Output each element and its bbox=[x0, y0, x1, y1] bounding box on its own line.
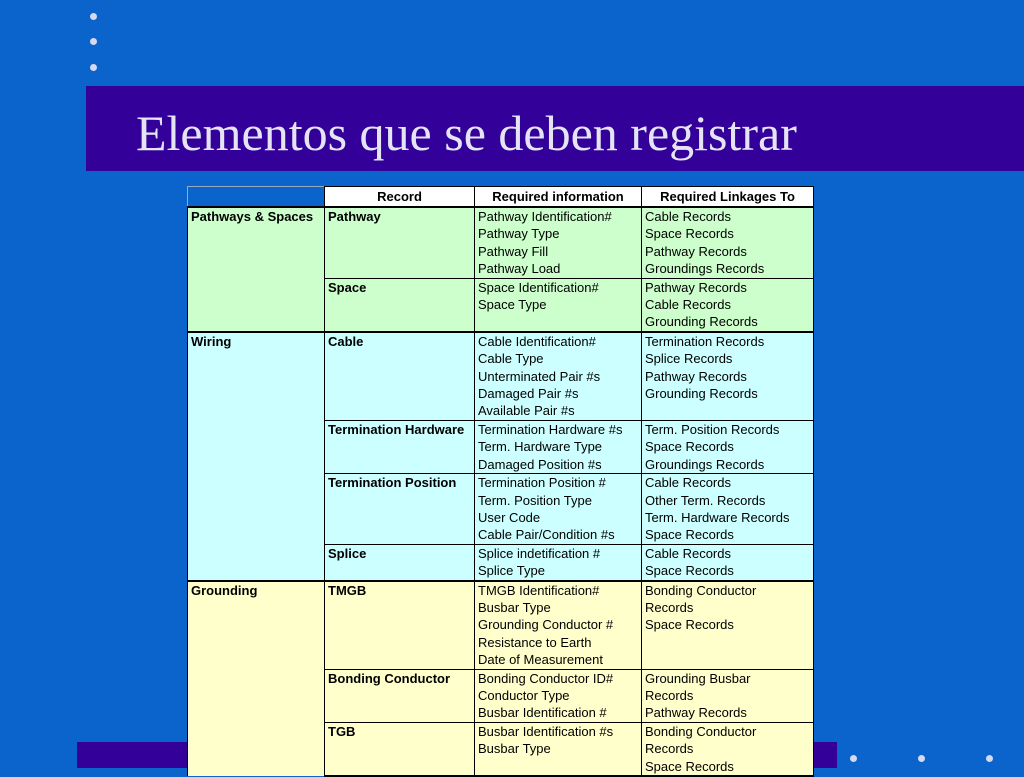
linkage-line: Space Records bbox=[645, 527, 734, 543]
slide-title: Elementos que se deben registrar bbox=[136, 105, 797, 161]
group-cell: Wiring bbox=[188, 332, 325, 581]
table-row bbox=[188, 581, 814, 670]
info-line: User Code bbox=[478, 509, 541, 525]
required-info-cell bbox=[475, 332, 642, 421]
required-info-cell bbox=[475, 544, 642, 580]
linkage-line: Space Records bbox=[645, 439, 734, 455]
info-line: Pathway Identification# bbox=[478, 209, 612, 224]
info-line: Term. Position Type bbox=[478, 492, 592, 508]
linkage-line: Records bbox=[645, 741, 694, 757]
records-table bbox=[187, 186, 814, 777]
info-line: Unterminated Pair #s bbox=[478, 368, 601, 384]
linkages-cell bbox=[642, 474, 814, 545]
linkage-line: Other Term. Records bbox=[645, 492, 766, 508]
linkage-line: Cable Records bbox=[645, 475, 731, 491]
linkage-line: Bonding Conductor bbox=[645, 723, 757, 739]
bullet-dot-2 bbox=[90, 38, 97, 45]
table-header-row bbox=[188, 187, 814, 208]
linkage-line: Splice Records bbox=[645, 351, 733, 367]
header-required-linkages: Required Linkages To bbox=[642, 187, 814, 208]
required-info-cell bbox=[475, 581, 642, 670]
info-line: Pathway Load bbox=[478, 261, 561, 277]
info-line: Term. Hardware Type bbox=[478, 439, 603, 455]
linkage-line: Pathway Records bbox=[645, 368, 747, 384]
linkage-line: Space Records bbox=[645, 758, 734, 774]
info-line: Splice Type bbox=[478, 563, 545, 579]
info-line: Pathway Fill bbox=[478, 243, 549, 259]
footer-dot-1 bbox=[850, 755, 857, 762]
linkage-line: Grounding Records bbox=[645, 386, 758, 402]
linkage-line: Grounding Busbar bbox=[645, 670, 751, 686]
info-line: Busbar Type bbox=[478, 599, 551, 615]
linkage-line: Pathway Records bbox=[645, 279, 747, 295]
linkages-cell bbox=[642, 332, 814, 421]
table-row bbox=[188, 207, 814, 278]
linkages-cell bbox=[642, 207, 814, 278]
info-line: Splice indetification # bbox=[478, 545, 601, 561]
info-line: Termination Hardware #s bbox=[478, 421, 623, 437]
linkage-line: Grounding Records bbox=[645, 314, 758, 330]
linkages-cell bbox=[642, 420, 814, 473]
linkage-line: Term. Position Records bbox=[645, 421, 780, 437]
footer-dot-3 bbox=[986, 755, 993, 762]
linkage-line: Cable Records bbox=[645, 297, 731, 313]
record-cell: Termination Hardware bbox=[325, 420, 475, 473]
record-cell: Bonding Conductor bbox=[325, 669, 475, 722]
table-body bbox=[188, 207, 814, 776]
record-cell: TMGB bbox=[325, 581, 475, 670]
linkage-line: Groundings Records bbox=[645, 456, 765, 472]
record-cell: Termination Position bbox=[325, 474, 475, 545]
required-info-cell bbox=[475, 669, 642, 722]
linkage-line: Pathway Records bbox=[645, 243, 747, 259]
linkage-line: Space Records bbox=[645, 617, 734, 633]
linkage-line: Records bbox=[645, 687, 694, 703]
linkages-cell bbox=[642, 278, 814, 332]
table-row bbox=[188, 332, 814, 421]
record-cell: Space bbox=[325, 278, 475, 332]
linkage-line: Term. Hardware Records bbox=[645, 509, 790, 525]
info-line: Bonding Conductor ID# bbox=[478, 670, 614, 686]
linkage-line: Pathway Records bbox=[645, 705, 747, 721]
linkage-line: Termination Records bbox=[645, 333, 765, 349]
bullet-dot-3 bbox=[90, 64, 97, 71]
info-line: Space Identification# bbox=[478, 279, 599, 295]
info-line: Pathway Type bbox=[478, 226, 560, 242]
linkage-line: Space Records bbox=[645, 226, 734, 242]
record-cell: Pathway bbox=[325, 207, 475, 278]
info-line: Busbar Identification # bbox=[478, 705, 607, 721]
info-line: Busbar Identification #s bbox=[478, 723, 614, 739]
linkages-cell bbox=[642, 544, 814, 580]
linkage-line: Cable Records bbox=[645, 545, 731, 561]
linkage-line: Space Records bbox=[645, 563, 734, 579]
record-cell: Cable bbox=[325, 332, 475, 421]
group-cell: Pathways & Spaces bbox=[188, 207, 325, 332]
linkage-line: Bonding Conductor bbox=[645, 582, 757, 598]
info-line: Damaged Pair #s bbox=[478, 386, 579, 402]
required-info-cell bbox=[475, 420, 642, 473]
header-blank bbox=[188, 187, 325, 208]
info-line: Cable Identification# bbox=[478, 333, 596, 349]
info-line: Space Type bbox=[478, 297, 547, 313]
linkage-line: Records bbox=[645, 599, 694, 615]
record-cell: TGB bbox=[325, 722, 475, 776]
info-line: Conductor Type bbox=[478, 687, 570, 703]
record-cell: Splice bbox=[325, 544, 475, 580]
footer-dot-2 bbox=[918, 755, 925, 762]
linkages-cell bbox=[642, 581, 814, 670]
required-info-cell bbox=[475, 474, 642, 545]
info-line: Grounding Conductor # bbox=[478, 617, 614, 633]
info-line: Busbar Type bbox=[478, 741, 551, 757]
info-line: Damaged Position #s bbox=[478, 456, 602, 472]
linkage-line: Groundings Records bbox=[645, 261, 765, 277]
info-line: Termination Position # bbox=[478, 475, 606, 491]
info-line: TMGB Identification# bbox=[478, 582, 600, 598]
info-line: Cable Pair/Condition #s bbox=[478, 527, 615, 543]
group-cell: Grounding bbox=[188, 581, 325, 776]
info-line: Cable Type bbox=[478, 351, 544, 367]
linkage-line: Cable Records bbox=[645, 209, 731, 224]
info-line: Date of Measurement bbox=[478, 652, 604, 668]
info-line: Resistance to Earth bbox=[478, 634, 592, 650]
header-required-information: Required information bbox=[475, 187, 642, 208]
linkages-cell bbox=[642, 669, 814, 722]
required-info-cell bbox=[475, 207, 642, 278]
header-record: Record bbox=[325, 187, 475, 208]
info-line: Available Pair #s bbox=[478, 403, 575, 419]
bullet-dot-1 bbox=[90, 13, 97, 20]
required-info-cell bbox=[475, 278, 642, 332]
